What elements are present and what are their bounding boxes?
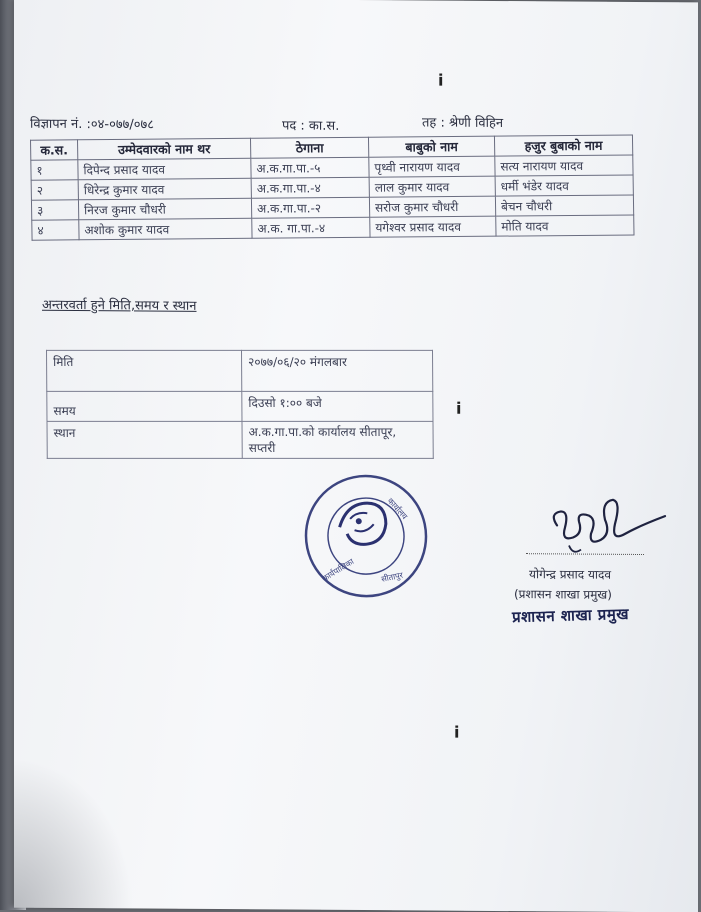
schedule-row-time	[47, 391, 433, 421]
time-label: समय	[47, 391, 242, 421]
svg-text:कार्यपालिका: कार्यपालिका	[320, 556, 356, 584]
cell-father: यगेश्वर प्रसाद यादव	[370, 216, 496, 237]
col-father-name: बाबुको नाम	[368, 136, 494, 157]
page-shadow	[14, 758, 134, 909]
ad-number: विज्ञापन नं. :०४-०७७/०७८	[30, 116, 155, 133]
punch-mark: i	[438, 70, 444, 90]
post-title: पद : का.स.	[282, 118, 340, 134]
cell-name: धिरेन्द्र कुमार यादव	[78, 178, 251, 200]
place-label: स्थान	[47, 421, 242, 458]
col-grandfather-name: हजुर बुबाको नाम	[494, 135, 632, 156]
col-candidate-name: उम्मेदवारको नाम थर	[78, 138, 251, 160]
document-page	[14, 0, 698, 912]
cell-serial: ३	[31, 200, 78, 220]
candidate-table	[30, 134, 635, 240]
cell-grandfather: मोति यादव	[496, 215, 634, 236]
interview-heading: अन्तरवर्ता हुने मिति,समय र स्थान	[42, 297, 197, 314]
cell-father: पृथ्वी नारायण यादव	[369, 156, 495, 177]
level-title: तह : श्रेणी विहिन	[422, 115, 504, 132]
cell-serial: १	[31, 160, 78, 180]
cell-father: सरोज कुमार चौधरी	[369, 196, 495, 217]
cell-address: अ.क. गा.पा.-४	[252, 217, 370, 238]
col-address: ठेगाना	[250, 137, 368, 158]
signer-role: (प्रशासन शाखा प्रमुख)	[514, 587, 612, 602]
cell-grandfather: धर्मी भंडेर यादव	[495, 175, 633, 196]
cell-address: अ.क.गा.पा.-५	[251, 157, 369, 178]
cell-grandfather: सत्य नारायण यादव	[495, 155, 633, 176]
schedule-row-date	[47, 350, 433, 391]
cell-address: अ.क.गा.पा.-२	[251, 197, 369, 218]
place-value: अ.क.गा.पा.को कार्यालय सीतापूर, सप्तरी	[242, 421, 433, 458]
schedule-row-place	[47, 421, 433, 458]
date-value: २०७७/०६/२० मंगलबार	[241, 350, 432, 391]
cell-name: निरज कुमार चौधरी	[78, 198, 251, 220]
cell-father: लाल कुमार यादव	[369, 176, 495, 197]
punch-mark: i	[456, 398, 462, 418]
svg-text:कार्यालय: कार्यालय	[385, 496, 410, 522]
date-label: मिति	[47, 350, 242, 391]
interview-schedule-table	[46, 350, 434, 459]
branch-chief-stamp: प्रशासन शाखा प्रमुख	[511, 604, 630, 627]
col-serial: क.स.	[31, 140, 78, 160]
office-seal	[290, 461, 442, 612]
cell-address: अ.क.गा.पा.-४	[251, 177, 369, 198]
table-row	[32, 215, 634, 240]
cell-serial: २	[31, 180, 78, 200]
cell-serial: ४	[32, 220, 79, 240]
cell-grandfather: बेचन चौधरी	[495, 195, 633, 216]
time-value: दिउसो १:०० बजे	[242, 391, 433, 421]
punch-mark: i	[454, 722, 460, 742]
signer-name: योगेन्द्र प्रसाद यादव	[529, 567, 612, 582]
cell-name: दिपेन्द प्रसाद यादव	[78, 158, 251, 180]
cell-name: अशोक कुमार यादव	[79, 218, 252, 240]
svg-text:सीतापुर: सीतापुर	[380, 570, 404, 584]
